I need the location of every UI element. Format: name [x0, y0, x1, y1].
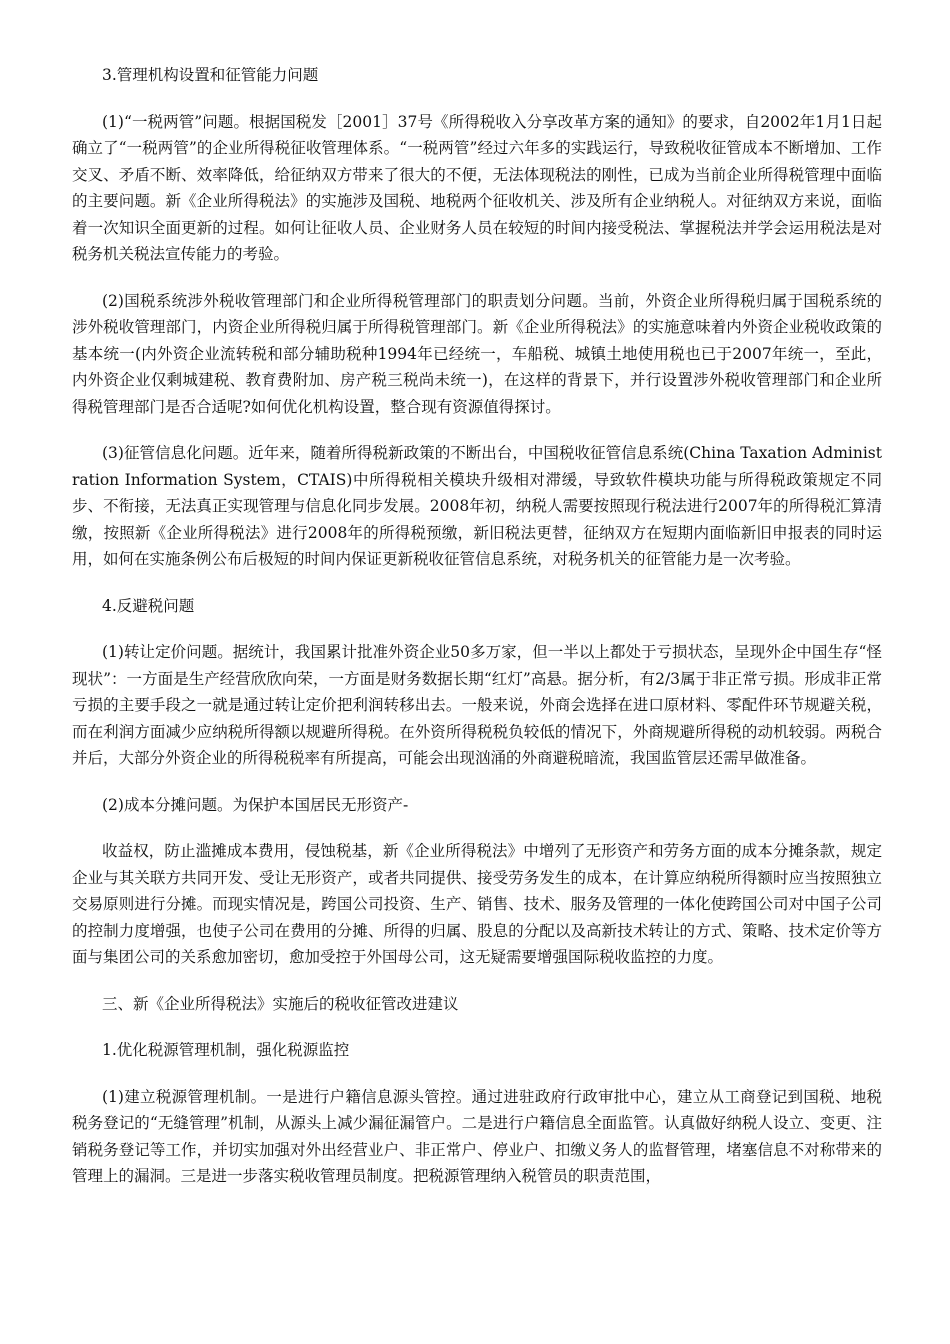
- paragraph: (2)国税系统涉外税收管理部门和企业所得税管理部门的职责划分问题。当前，外资企业所得税归属于国税系统的涉外税收管理部门，内资企业所得税归属于所得税管理部门。新《企业所得税法》的实施意味着内外资企业税收政策的基本统一(内外资企业流转税和部分辅助税种1994年已经统一，车船税、城镇土地使用税也已于2007年统一，至此，内外资企业仅剩城建税、教育费附加、房产税三税尚未统一)，在这样的背景下，并行设置涉外税收管理部门和企业所得税管理部门是否合适呢?如何优化机构设置，整合现有资源值得探讨。: [72, 291, 882, 416]
- paragraph: (1)“一税两管”问题。根据国税发［2001］37号《所得税收入分享改革方案的通知》的要求，自2002年1月1日起确立了“一税两管”的企业所得税征收管理体系。“一税两管”经过六年多的实践运行，导致税收征管成本不断增加、工作交叉、矛盾不断、效率降低，给征纳双方带来了很大的不便，无法体现税法的刚性，已成为当前企业所得税管理中面临的主要问题。新《企业所得税法》的实施涉及国税、地税两个征收机关、涉及所有企业纳税人。对征纳双方来说，面临着一次知识全面更新的过程。如何让征收人员、企业财务人员在较短的时间内接受税法、掌握税法并学会运用税法是对税务机关税法宣传能力的考验。: [72, 112, 882, 263]
- section-heading: 1.优化税源管理机制，强化税源监控: [102, 1041, 350, 1059]
- paragraph: (1)转让定价问题。据统计，我国累计批准外资企业50多万家，但一半以上都处于亏损状态，呈现外企中国生存“怪现状”：一方面是生产经营欣欣向荣，一方面是财务数据长期“红灯”高悬。据分析，有2/3属于非正常亏损。形成非正常亏损的主要手段之一就是通过转让定价把利润转移出去。一般来说，外商会选择在进口原材料、零配件环节规避关税，而在利润方面减少应纳税所得额以规避所得税。在外资所得税税负较低的情况下，外商规避所得税的动机较弱。两税合并后，大部分外资企业的所得税税率有所提高，可能会出现汹涌的外商避税暗流，我国监管层还需早做准备。: [72, 643, 882, 767]
- paragraph: 收益权，防止滥摊成本费用，侵蚀税基，新《企业所得税法》中增列了无形资产和劳务方面的成本分摊条款，规定企业与其关联方共同开发、受让无形资产，或者共同提供、接受劳务发生的成本，在计算应纳税所得额时应当按照独立交易原则进行分摊。而现实情况是，跨国公司投资、生产、销售、技术、服务及管理的一体化使跨国公司对中国子公司的控制力度增强，也使子公司在费用的分摊、所得的归属、股息的分配以及高新技术转让的方式、策略、技术定价等方面与集团公司的关系愈加密切，愈加受控于外国母公司，这无疑需要增强国际税收监控的力度。: [72, 842, 882, 966]
- section-heading: 三、新《企业所得税法》实施后的税收征管改进建议: [102, 994, 459, 1013]
- section-heading: 3.管理机构设置和征管能力问题: [102, 66, 319, 84]
- document-page: [72, 62, 882, 1190]
- paragraph: (1)建立税源管理机制。一是进行户籍信息源头管控。通过进驻政府行政审批中心，建立从工商登记到国税、地税税务登记的“无缝管理”机制，从源头上减少漏征漏管户。二是进行户籍信息全面监管。认真做好纳税人设立、变更、注销税务登记等工作，并切实加强对外出经营业户、非正常户、停业户、扣缴义务人的监督管理，堵塞信息不对称带来的管理上的漏洞。三是进一步落实税收管理员制度。把税源管理纳入税管员的职责范围，: [72, 1087, 882, 1185]
- section-heading: 4.反避税问题: [102, 596, 195, 615]
- paragraph: (3)征管信息化问题。近年来，随着所得税新政策的不断出台，中国税收征管信息系统(China Taxation Administration Information System，CTAIS)中所得税相关模块升级相对滞缓，导致软件模块功能与所得税政策规定不同步、不衔接，无法真正实现管理与信息化同步发展。2008年初，纳税人需要按照现行税法进行2007年的所得税汇算清缴，按照新《企业所得税法》进行2008年的所得税预缴，新旧税法更替，征纳双方在短期内面临新旧申报表的同时运用，如何在实施条例公布后极短的时间内保证更新税收征管信息系统，对税务机关的征管能力是一次考验。: [72, 444, 882, 568]
- paragraph: (2)成本分摊问题。为保护本国居民无形资产-: [102, 795, 409, 814]
